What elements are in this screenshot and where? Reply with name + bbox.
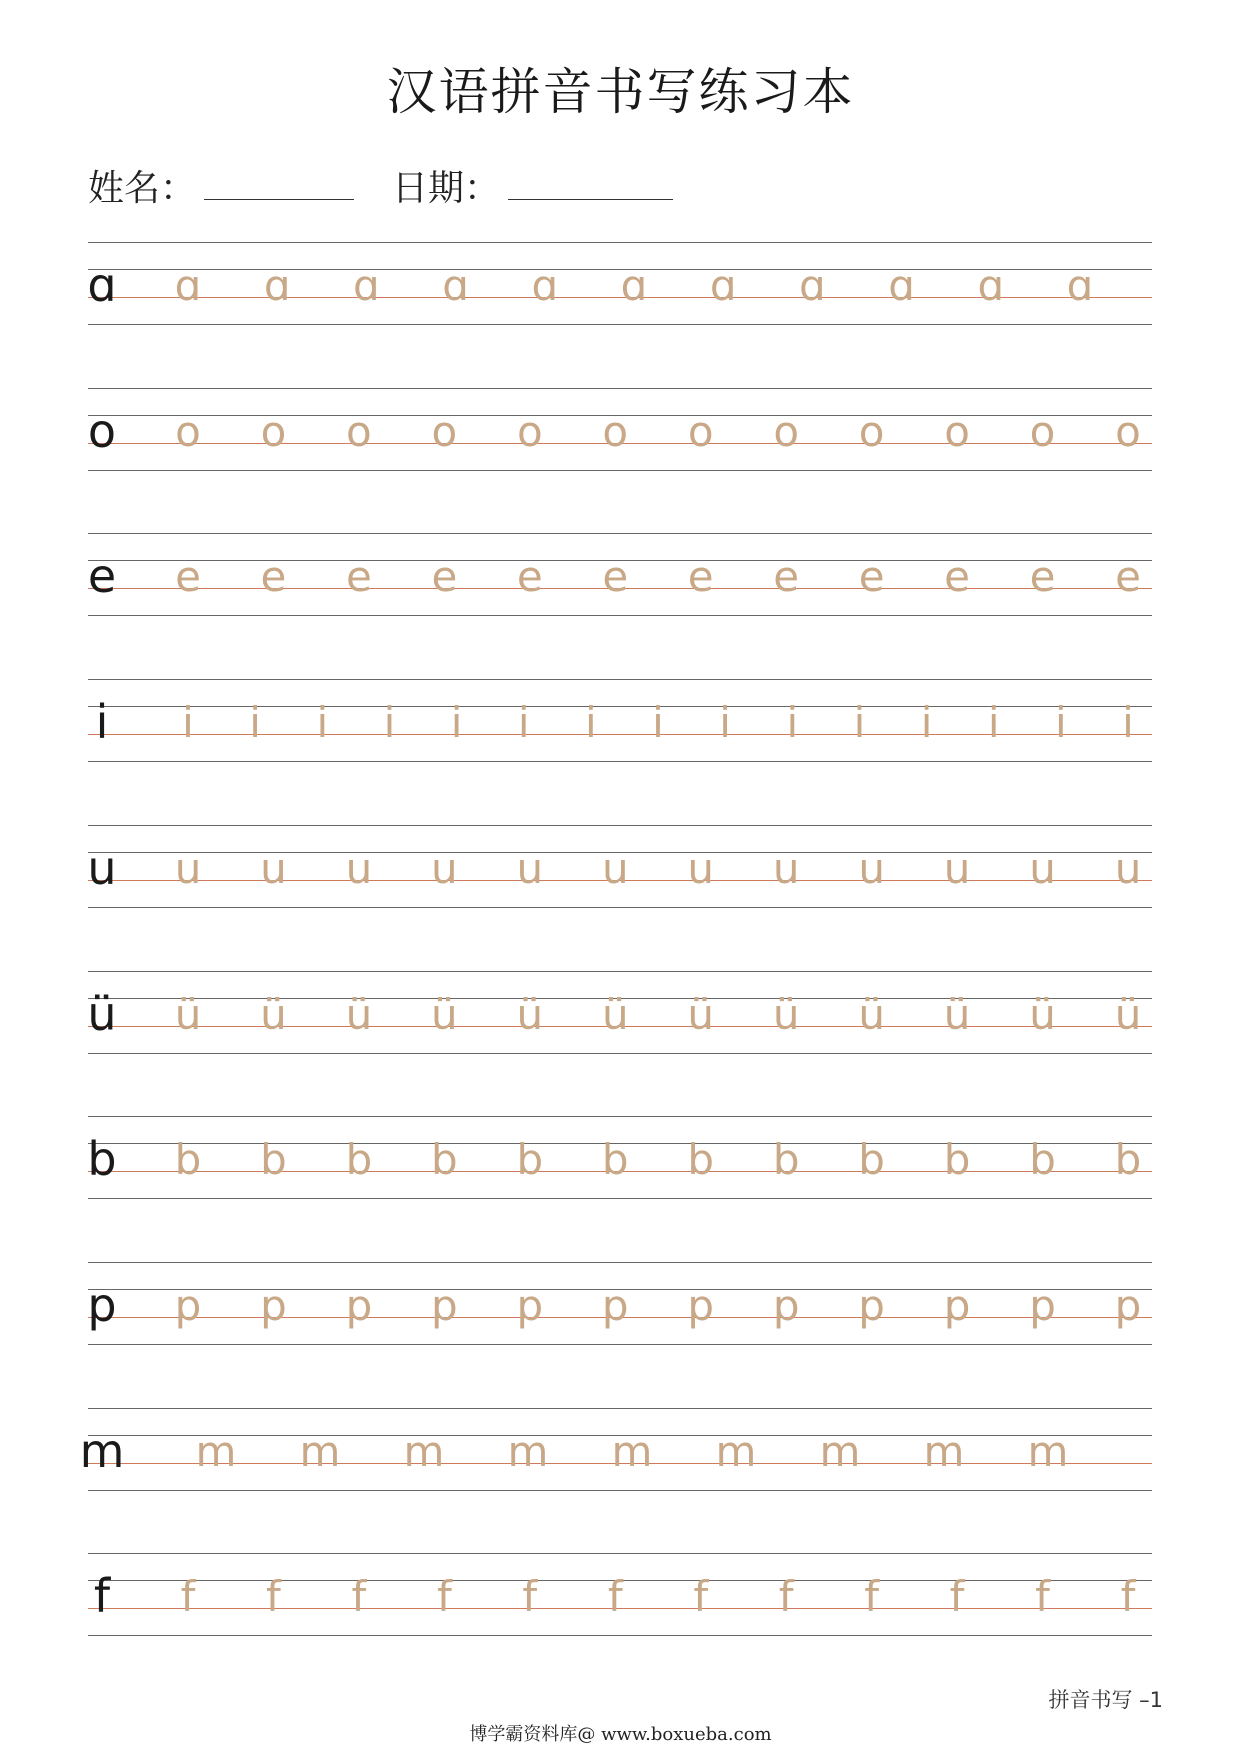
guide-line (88, 761, 1152, 762)
trace-letter: ü (174, 989, 202, 1039)
trace-letter: ü (772, 989, 800, 1039)
guide-line (88, 242, 1152, 243)
trace-letter: p (601, 1280, 629, 1330)
guide-line (88, 1408, 1152, 1409)
trace-letter: u (943, 843, 971, 893)
trace-letter: p (260, 1280, 287, 1330)
trace-letter: f (607, 1572, 623, 1622)
trace-letter: m (611, 1426, 653, 1476)
guide-line (88, 971, 1152, 972)
trace-letter: ɑ (531, 261, 559, 311)
trace-letter: i (652, 698, 664, 748)
trace-letter: u (345, 843, 373, 893)
trace-letter: i (987, 698, 1000, 748)
name-blank-line[interactable] (204, 198, 354, 200)
trace-letter: m (195, 1426, 237, 1476)
trace-letter: ü (345, 989, 373, 1039)
trace-letter: u (1029, 843, 1056, 893)
trace-letter: i (182, 698, 194, 748)
trace-letter: b (1114, 1135, 1142, 1185)
trace-letter: o (858, 406, 885, 456)
trace-letter: p (431, 1280, 458, 1330)
date-blank-line[interactable] (508, 198, 673, 200)
trace-letter: f (1120, 1572, 1136, 1622)
model-letter: o (87, 403, 117, 458)
guide-line (88, 825, 1152, 826)
trace-letter: p (772, 1280, 800, 1330)
guide-line (88, 388, 1152, 389)
trace-letter: p (858, 1280, 885, 1330)
trace-letter: m (819, 1426, 861, 1476)
practice-row (88, 1116, 1152, 1198)
model-letter: e (87, 549, 117, 604)
trace-letter: b (943, 1135, 971, 1185)
trace-letter: u (858, 843, 885, 893)
guide-line (88, 470, 1152, 471)
trace-letter: e (944, 552, 970, 602)
trace-letter: f (1035, 1572, 1050, 1622)
guide-line (88, 1116, 1152, 1117)
page-title: 汉语拼音书写练习本 (386, 63, 855, 121)
practice-row (88, 971, 1152, 1053)
trace-letter: f (693, 1572, 709, 1622)
date-field (392, 160, 673, 211)
practice-row (79, 1408, 1152, 1490)
guide-line (88, 1553, 1152, 1554)
trace-letter: ɑ (442, 261, 469, 311)
trace-letter: p (687, 1280, 715, 1330)
trace-letter: u (687, 843, 715, 893)
trace-letter: ɑ (799, 261, 826, 311)
trace-letter: i (450, 698, 463, 748)
trace-letter: ü (1029, 989, 1056, 1039)
trace-letter: p (1114, 1280, 1142, 1330)
model-letter: p (87, 1277, 117, 1332)
trace-letter: u (260, 843, 287, 893)
trace-letter: u (1114, 843, 1142, 893)
trace-letter: ɑ (263, 261, 291, 311)
trace-letter: p (516, 1280, 544, 1330)
guide-line (88, 1635, 1152, 1636)
model-letter: u (87, 840, 117, 895)
trace-letter: b (772, 1135, 800, 1185)
trace-letter: ɑ (174, 261, 202, 311)
trace-letter: e (858, 552, 885, 602)
trace-letter: f (266, 1572, 281, 1622)
trace-letter: p (943, 1280, 971, 1330)
trace-letter: e (345, 552, 372, 602)
name-label: 姓名： (88, 168, 197, 209)
trace-letter: u (174, 843, 202, 893)
page-number: 拼音书写 –1 (1048, 1688, 1163, 1712)
practice-row (88, 1262, 1152, 1344)
practice-row (88, 533, 1152, 615)
trace-letter: f (778, 1572, 794, 1622)
guide-line (88, 533, 1152, 534)
trace-letter: e (773, 552, 800, 602)
trace-letter: e (431, 552, 458, 602)
trace-letter: b (345, 1135, 373, 1185)
trace-letter: f (949, 1572, 965, 1622)
trace-letter: i (853, 698, 866, 748)
trace-letter: ü (516, 989, 544, 1039)
trace-letter: b (687, 1135, 715, 1185)
trace-letter: ɑ (977, 261, 1005, 311)
trace-letter: ɑ (620, 261, 648, 311)
trace-letter: f (180, 1572, 196, 1622)
trace-letter: i (316, 698, 329, 748)
trace-letter: e (687, 552, 714, 602)
trace-letter: b (174, 1135, 202, 1185)
practice-row (88, 1553, 1152, 1635)
trace-letter: ɑ (888, 261, 915, 311)
guide-line (88, 1198, 1152, 1199)
date-label: 日期： (392, 168, 501, 209)
trace-letter: ɑ (1066, 261, 1094, 311)
trace-letter: u (516, 843, 544, 893)
practice-row (88, 825, 1152, 907)
trace-letter: o (944, 406, 970, 456)
trace-letter: m (715, 1426, 757, 1476)
trace-letter: ü (1114, 989, 1142, 1039)
source-credit: 博学霸资料库@ www.boxueba.com (469, 1724, 772, 1745)
trace-letter: o (1029, 406, 1056, 456)
trace-letter: ü (260, 989, 287, 1039)
trace-letter: o (260, 406, 287, 456)
trace-letter: f (351, 1572, 367, 1622)
trace-letter: ɑ (709, 261, 737, 311)
trace-letter: ü (431, 989, 458, 1039)
trace-letter: f (436, 1572, 452, 1622)
trace-letter: i (786, 698, 799, 748)
trace-letter: o (516, 406, 543, 456)
trace-letter: b (431, 1135, 458, 1185)
practice-row (88, 242, 1152, 324)
trace-letter: ü (858, 989, 885, 1039)
trace-letter: i (1122, 698, 1134, 748)
trace-letter: u (772, 843, 800, 893)
guide-line (88, 1053, 1152, 1054)
trace-letter: m (299, 1426, 341, 1476)
trace-letter: o (602, 406, 629, 456)
guide-line (88, 615, 1152, 616)
trace-letter: o (687, 406, 714, 456)
trace-letter: e (1029, 552, 1056, 602)
trace-letter: e (175, 552, 201, 602)
trace-letter: i (585, 698, 597, 748)
trace-letter: b (601, 1135, 629, 1185)
model-letter: ü (87, 986, 117, 1041)
trace-letter: i (517, 698, 530, 748)
guide-line (88, 679, 1152, 680)
trace-letter: u (431, 843, 458, 893)
trace-letter: p (1029, 1280, 1056, 1330)
model-letter: b (87, 1132, 117, 1187)
model-letter: m (79, 1423, 125, 1478)
trace-letter: m (507, 1426, 549, 1476)
trace-letter: b (858, 1135, 885, 1185)
trace-letter: f (522, 1572, 538, 1622)
name-field (88, 160, 354, 211)
model-letter: i (95, 695, 109, 750)
trace-letter: ü (687, 989, 715, 1039)
trace-letter: i (383, 698, 396, 748)
trace-letter: o (1115, 406, 1141, 456)
trace-letter: ü (943, 989, 971, 1039)
guide-line (88, 324, 1152, 325)
trace-letter: e (260, 552, 287, 602)
trace-letter: m (1027, 1426, 1069, 1476)
trace-letter: b (1029, 1135, 1056, 1185)
trace-letter: o (346, 406, 372, 456)
trace-letter: i (1055, 698, 1067, 748)
trace-letter: o (773, 406, 800, 456)
trace-letter: u (601, 843, 629, 893)
trace-letter: p (345, 1280, 373, 1330)
model-letter: ɑ (87, 258, 117, 313)
trace-letter: o (431, 406, 458, 456)
trace-letter: ü (601, 989, 629, 1039)
trace-letter: i (249, 698, 261, 748)
trace-letter: e (1115, 552, 1141, 602)
guide-line (88, 907, 1152, 908)
practice-row (88, 388, 1152, 470)
trace-letter: m (403, 1426, 445, 1476)
guide-line (88, 1344, 1152, 1345)
trace-letter: b (516, 1135, 544, 1185)
trace-letter: o (175, 406, 201, 456)
trace-letter: e (516, 552, 543, 602)
trace-letter: b (260, 1135, 287, 1185)
trace-letter: e (602, 552, 629, 602)
model-letter: f (93, 1569, 111, 1624)
guide-line (88, 1490, 1152, 1491)
guide-line (88, 1262, 1152, 1263)
trace-letter: f (864, 1572, 880, 1622)
practice-row (88, 679, 1152, 761)
trace-letter: p (174, 1280, 202, 1330)
trace-letter: i (920, 698, 933, 748)
trace-letter: m (923, 1426, 965, 1476)
trace-letter: i (719, 698, 731, 748)
trace-letter: ɑ (353, 261, 380, 311)
